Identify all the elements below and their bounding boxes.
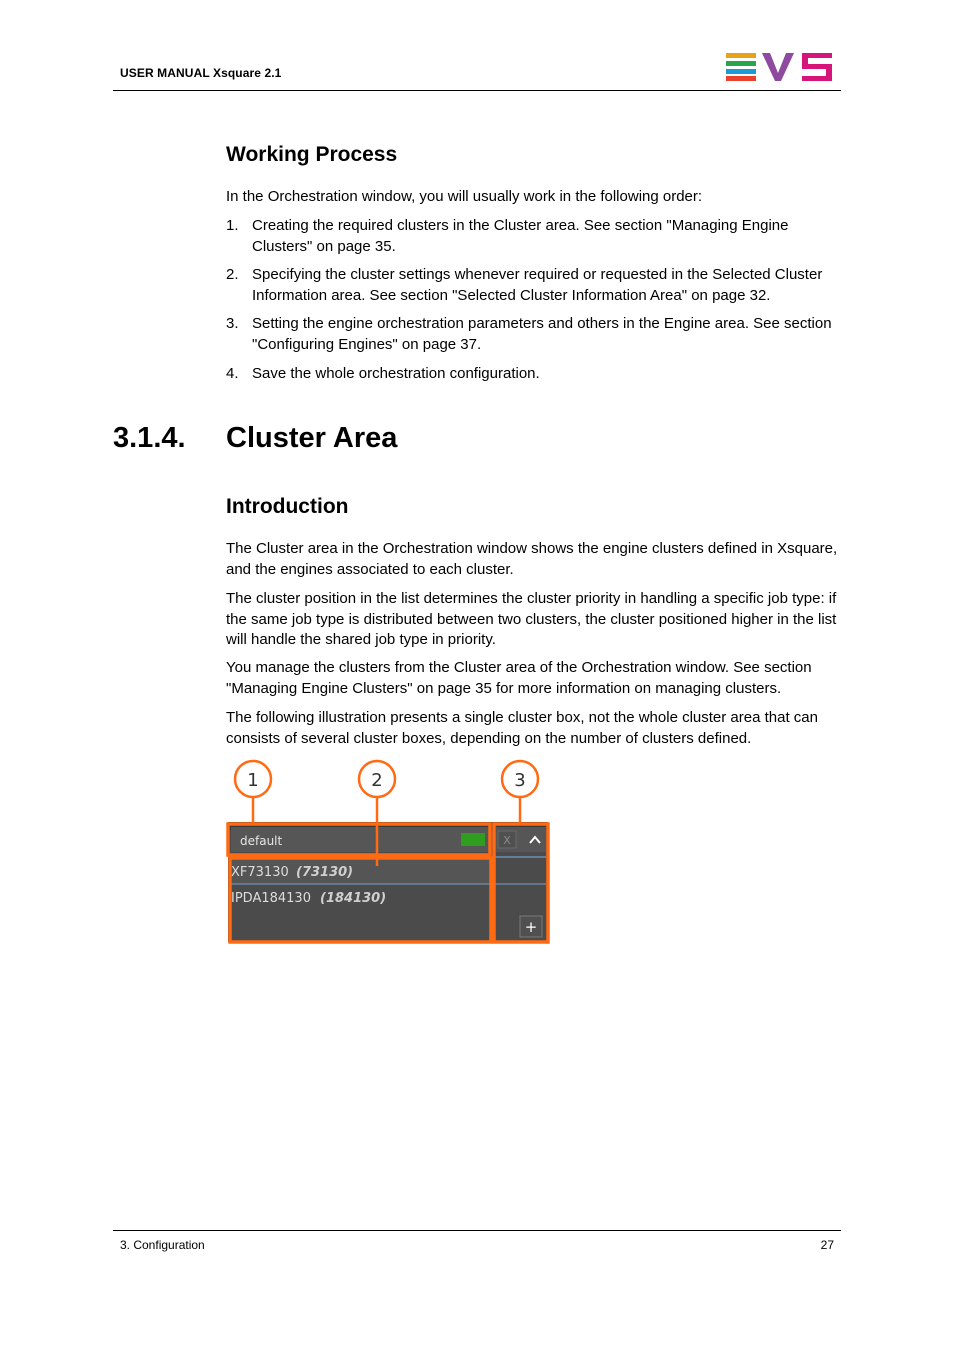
plus-icon: +	[524, 918, 538, 936]
engine-name: XF73130	[231, 865, 289, 880]
close-icon: X	[503, 834, 511, 847]
step-number: 3.	[226, 315, 239, 332]
callout-3-label: 3	[514, 770, 526, 791]
engine-name: IPDA184130	[231, 891, 311, 906]
intro-paragraph: The Cluster area in the Orchestration window shows the engine clusters defined in Xsquare, and the engines associated to each cluster.	[226, 540, 838, 578]
evs-logo	[726, 53, 834, 81]
page-number: 27	[820, 1238, 834, 1252]
step-number: 2.	[226, 266, 239, 283]
callout-1-label: 1	[247, 770, 259, 791]
footer-rule	[113, 1230, 841, 1231]
section-number: 3.1.4.	[113, 422, 186, 454]
step-text: Setting the engine orchestration parameters and others in the Engine area. See section "Configuring Engines" on page 37.	[252, 315, 832, 353]
step-text: Save the whole orchestration configuration.	[252, 365, 540, 382]
intro-paragraph: The following illustration presents a single cluster box, not the whole cluster area that can consists of several cluster boxes, depending on the number of clusters defined.	[226, 709, 818, 747]
intro-paragraph: The cluster position in the list determines the cluster priority in handling a specific job type: if the same job type is distributed between two clusters, the cluster positioned higher in the list will handle the shared job type in priority.	[226, 590, 837, 648]
step-text: Specifying the cluster settings whenever required or requested in the Selected Cluster Information area. See section "Selected Cluster Information Area" on page 32.	[252, 266, 823, 304]
step-text: Creating the required clusters in the Cluster area. See section "Managing Engine Clusters" on page 35.	[252, 217, 789, 255]
introduction-heading: Introduction	[226, 495, 349, 518]
cluster-box-illustration	[226, 758, 552, 946]
running-header-title: USER MANUAL Xsquare 2.1	[120, 66, 282, 80]
cluster-name: default	[240, 834, 283, 848]
working-process-intro: In the Orchestration window, you will usually work in the following order:	[226, 188, 703, 205]
step-number: 4.	[226, 365, 239, 382]
engine-id: (73130)	[296, 865, 354, 880]
step-number: 1.	[226, 217, 239, 234]
section-title: Cluster Area	[226, 422, 398, 454]
header-rule	[113, 90, 841, 91]
footer-chapter: 3. Configuration	[120, 1238, 205, 1252]
intro-paragraph: You manage the clusters from the Cluster area of the Orchestration window. See section "Managing Engine Clusters" on page 35 for more information on managing clusters.	[226, 659, 812, 697]
engine-id: (184130)	[320, 891, 387, 906]
working-process-heading: Working Process	[226, 143, 398, 166]
callout-2-label: 2	[371, 770, 383, 791]
cluster-status-indicator	[461, 833, 485, 846]
